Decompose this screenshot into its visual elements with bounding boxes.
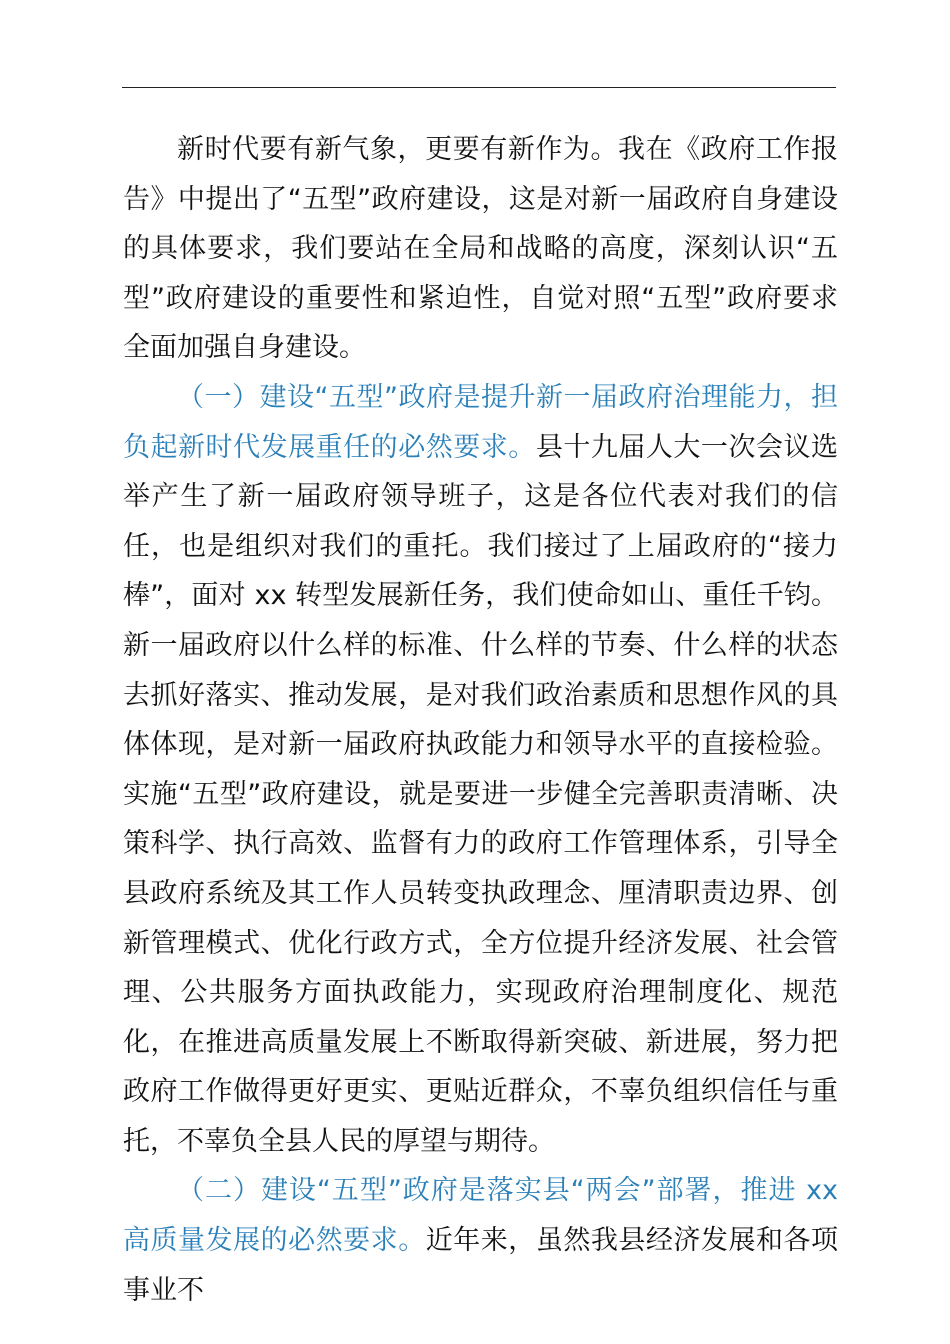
paragraph-text: 县十九届人大一次会议选举产生了新一届政府领导班子，这是各位代表对我们的信任，也是组织对我们的重托。我们接过了上届政府的“接力棒”，面对 xx 转型发展新任务，我们使命如山、重任千钧。新一届政府以什么样的标准、什么样的节奏、什么样的状态去抓好落实、推动发展，是对我们政治素质和思想作风的具体体现，是对新一届政府执政能力和领导水平的直接检验。实施“五型”政府建设，就是要进一步健全完善职责清晰、决策科学、执行高效、监督有力的政府工作管理体系，引导全县政府系统及其工作人员转变执政理念、厘清职责边界、创新管理模式、优化行政方式，全方位提升经济发展、社会管理、公共服务方面执政能力，实现政府治理制度化、规范化，在推进高质量发展上不断取得新突破、新进展，努力把政府工作做得更好更实、更贴近群众，不辜负组织信任与重托，不辜负全县人民的厚望与期待。 [123,431,839,1157]
header-rule [122,87,836,88]
paragraph-section-1 [123,373,838,1167]
paragraph-text: 近年来，虽然我县经济发展和各项事业不 [123,1225,839,1306]
paragraph-intro [123,125,838,373]
document-body [123,125,838,1315]
section-heading: （二）建设“五型”政府是落实县“两会”部署，推进 xx 高质量发展的必然要求。 [123,1175,838,1257]
section-heading: （一）建设“五型”政府是提升新一届政府治理能力，担负起新时代发展重任的必然要求。 [123,381,838,463]
paragraph-section-2 [123,1166,838,1315]
paragraph-text: 新时代要有新气象，更要有新作为。我在《政府工作报告》中提出了“五型”政府建设，这是对新一届政府自身建设的具体要求，我们要站在全局和战略的高度，深刻认识“五型”政府建设的重要性和紧迫性，自觉对照“五型”政府要求全面加强自身建设。 [123,134,838,364]
